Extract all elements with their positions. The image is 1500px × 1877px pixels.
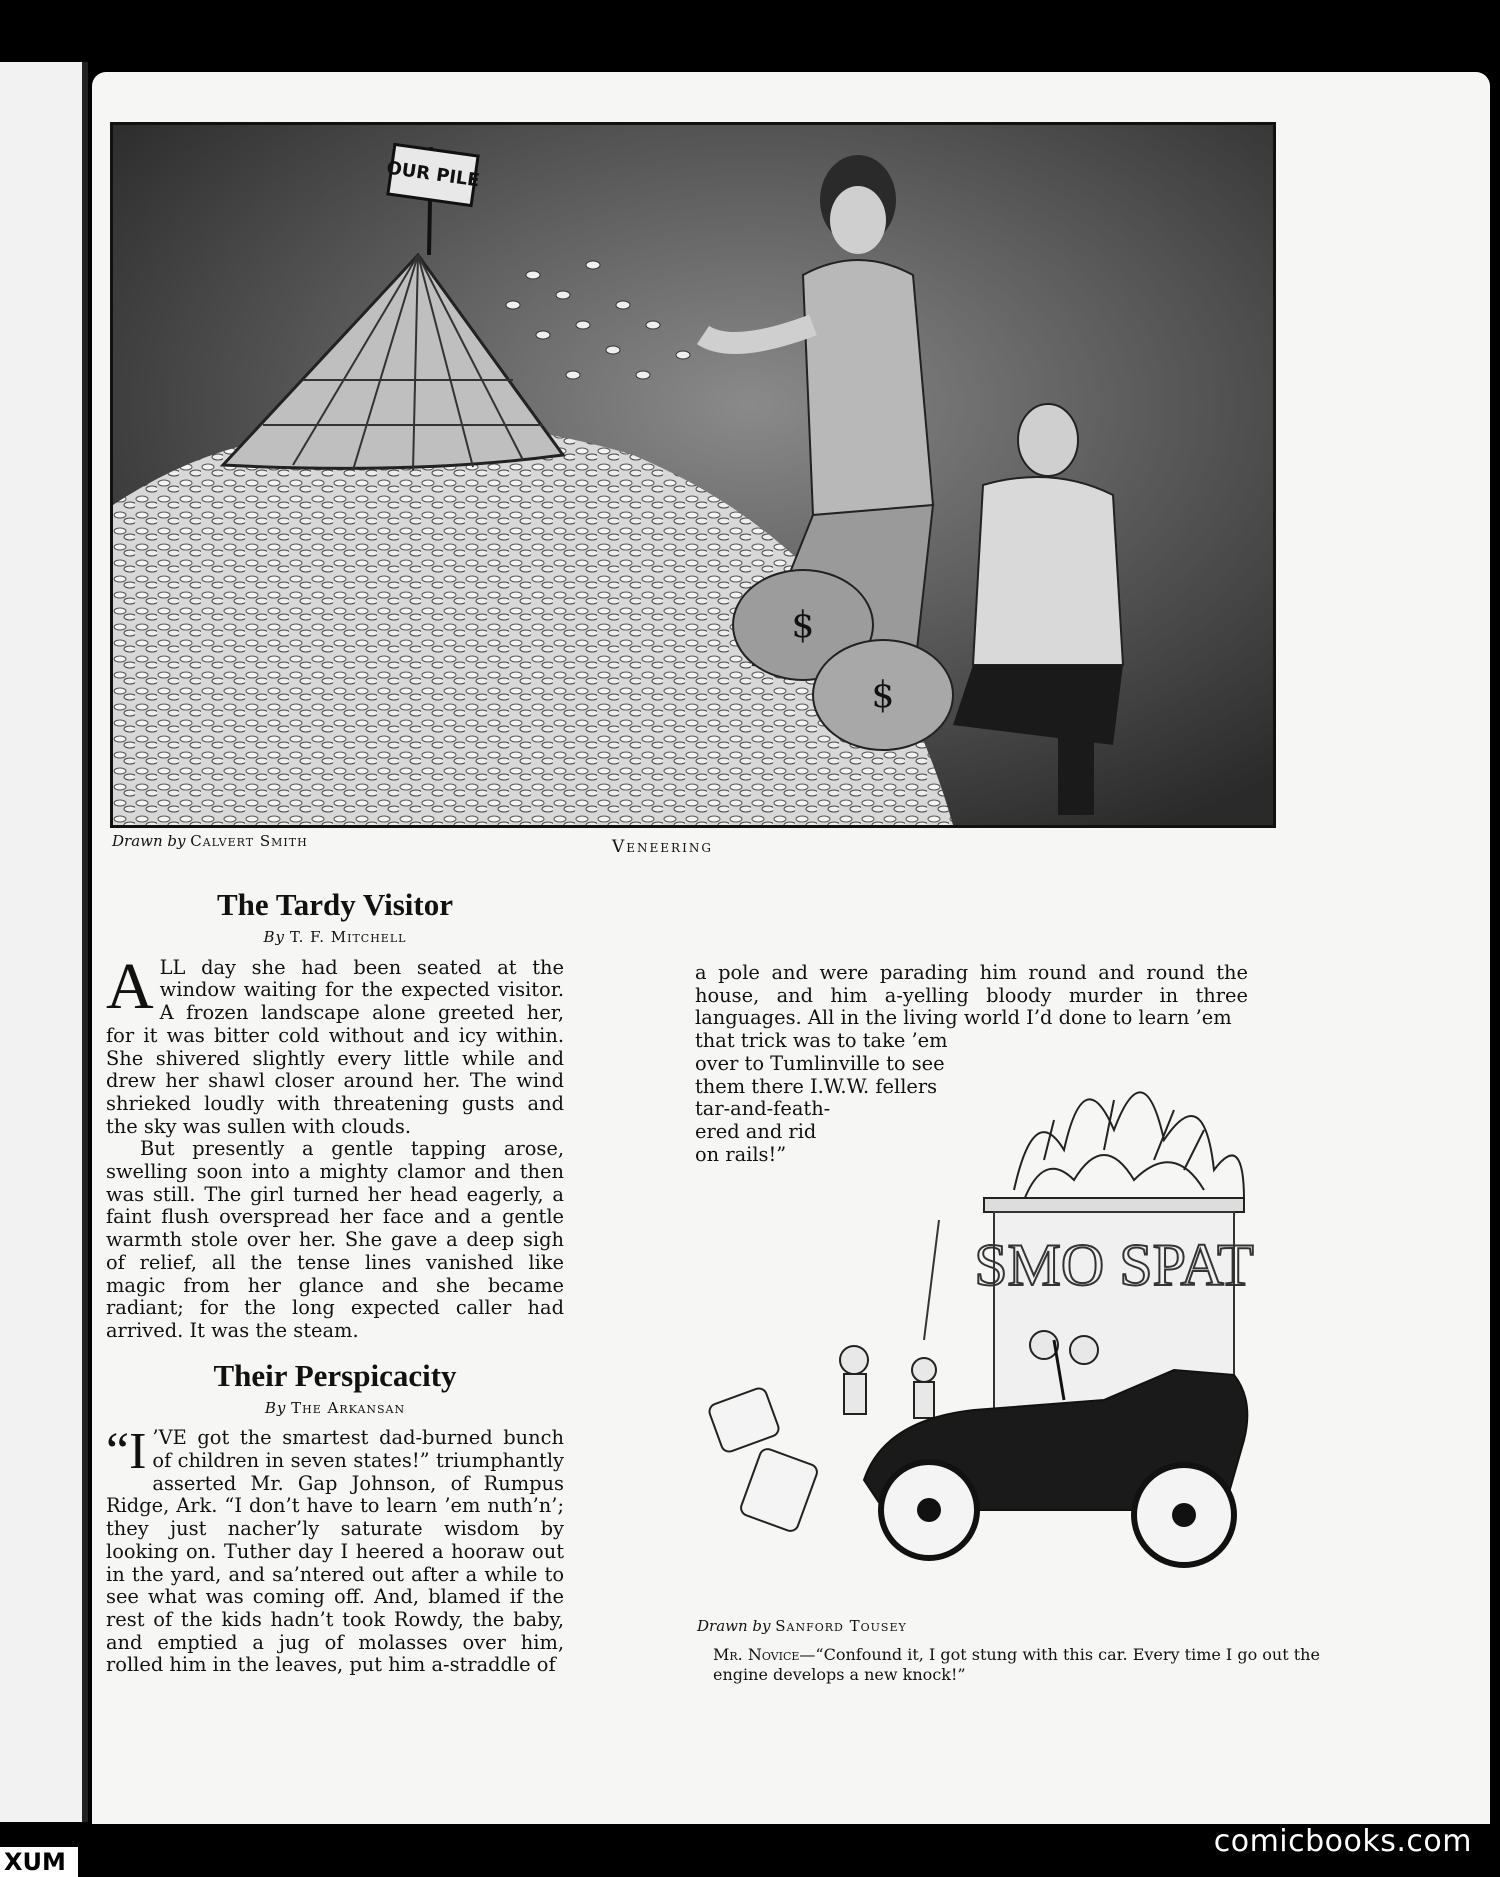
credit-artist: Sanford Tousey: [775, 1617, 907, 1635]
text-line: ered and rid: [695, 1119, 817, 1143]
credit-prefix: Drawn by: [112, 832, 186, 850]
article-title-perspicacity: Their Perspicacity: [213, 1357, 457, 1393]
byline-prefix: By: [263, 928, 286, 946]
text-line: that trick was to take ’em: [695, 1029, 948, 1053]
car-cartoon: [684, 1040, 1334, 1610]
byline-prefix: By: [264, 1398, 287, 1417]
article-title-tardy-visitor: The Tardy Visitor: [217, 887, 453, 922]
svg-text:$: $: [791, 605, 815, 646]
cartoon-drawing: [684, 1040, 1334, 1610]
drop-cap: A: [106, 949, 154, 1023]
left-column: [106, 886, 564, 1677]
drop-cap: “I: [106, 1423, 147, 1481]
credit-prefix: Drawn by: [697, 1617, 771, 1635]
caption-quote: —“Confound it, I got stung with this car. Every time I go out the engine develops a new knock!”: [713, 1645, 1320, 1684]
site-watermark: comicbooks.com: [1213, 1824, 1472, 1859]
byline-author: T. F. Mitchell: [289, 928, 407, 946]
bush-sketch: [1014, 1092, 1244, 1200]
svg-text:$: $: [871, 675, 895, 716]
veneering-illustration: [110, 122, 1276, 828]
byline-author: The Arkansan: [291, 1398, 406, 1417]
article1-para1: [106, 949, 564, 1139]
text-line: on rails!”: [695, 1142, 787, 1166]
shop-sign-text: SMO SPAT: [974, 1232, 1254, 1298]
caption-speaker: Mr. Novice: [713, 1645, 800, 1664]
cartoon-caption: [713, 1645, 1343, 1685]
para-text: LL day she had been seated at the window waiting for the expected visitor. A frozen landscape alone greeted her, for it was bitter cold without and icy within. She shivered slightly every little while and drew her shawl closer around her. The wind shrieked loudly with threatening gusts and the sky was sullen with clouds.: [106, 955, 564, 1138]
text-line: tar-and-feath-: [695, 1097, 831, 1121]
jugs: [707, 1386, 819, 1533]
text-line: over to Tumlinville to see: [695, 1051, 945, 1075]
top-illustration-credit: [112, 832, 308, 850]
article-byline: [106, 1397, 564, 1420]
illustration-drawing: [113, 125, 1273, 825]
para-text: ’VE got the smartest dad-burned bunch of children in seven states!” triumphantly asserted Mr. Gap Johnson, of Rumpus Ridge, Ark. “I don’t have to learn ’em nuth’n’; they just nacher’ly saturate wisdom by looking on. Tuther day I heered a hooraw out in the yard, and sa’ntered out after a while to see what was coming off. And, blamed if the rest of the kids hadn’t took Rowdy, the baby, and emptied a jug of molasses over him, rolled him in the leaves, put him a-straddle of: [106, 1426, 564, 1677]
article2-continued: a pole and were parading him round and round the house, and him a-yelling bloody murder in three languages. All in the living world I’d done to learn ’em: [695, 961, 1248, 1030]
text-line: them there I.W.W. fellers: [695, 1074, 938, 1098]
cartoon-credit: [697, 1617, 907, 1635]
sign-text: OUR PILE: [385, 157, 481, 192]
corner-watermark: XUM: [0, 1847, 78, 1877]
credit-artist: Calvert Smith: [190, 832, 308, 850]
article-byline: [106, 926, 564, 949]
top-illustration-title: Veneering: [612, 837, 713, 857]
previous-page-edge: [0, 62, 88, 1822]
article2-para1: [106, 1423, 564, 1677]
article1-para2: But presently a gentle tapping arose, swelling soon into a mighty clamor and then was still. The girl turned her head eagerly, a faint flush overspread her face and a gentle warmth stole over her. She gave a deep sigh of relief, all the tense lines vanished like magic from her glance and she became radiant; for the long expected caller had arrived. It was the steam.: [106, 1137, 564, 1342]
